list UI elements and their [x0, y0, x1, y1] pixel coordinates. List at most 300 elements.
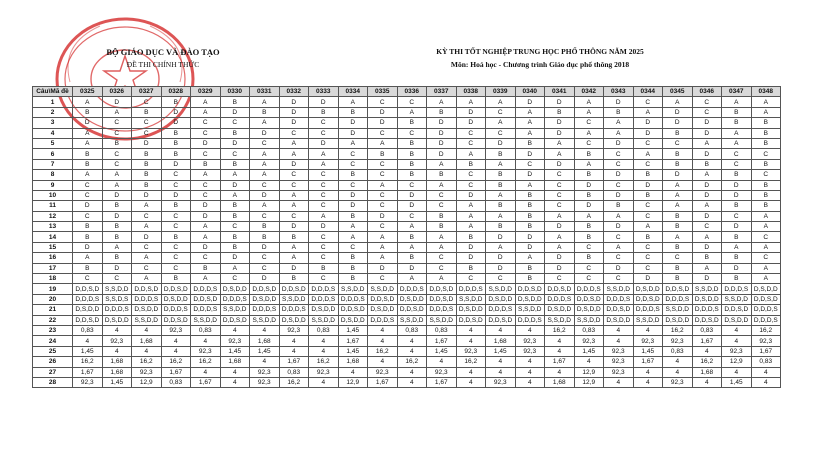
- answer-cell: 92,3: [604, 357, 634, 367]
- answer-cell: D,D,D,S: [191, 305, 221, 315]
- answer-cell: D,D,S,D: [545, 284, 575, 294]
- answer-cell: C: [397, 97, 427, 107]
- answer-cell: S,S,D,D: [574, 315, 604, 325]
- answer-cell: D: [633, 128, 663, 138]
- answer-cell: C: [161, 242, 191, 252]
- answer-cell: D: [397, 190, 427, 200]
- answer-cell: D: [427, 138, 457, 148]
- answer-cell: C: [161, 263, 191, 273]
- answer-cell: D: [250, 242, 280, 252]
- answer-cell: D: [73, 118, 103, 128]
- answer-cell: 4: [456, 336, 486, 346]
- table-row: [33, 201, 781, 211]
- answer-cell: D,S,D,D: [751, 284, 781, 294]
- answer-cell: A: [250, 170, 280, 180]
- answer-cell: D,D,S,D: [751, 294, 781, 304]
- answer-cell: 12,9: [338, 377, 368, 387]
- answer-cell: C: [191, 190, 221, 200]
- answer-cell: 92,3: [132, 367, 162, 377]
- answer-cell: D: [73, 242, 103, 252]
- answer-cell: A: [250, 159, 280, 169]
- answer-cell: C: [191, 118, 221, 128]
- answer-cell: 0,83: [191, 325, 221, 335]
- table-row: [33, 263, 781, 273]
- answer-cell: D,D,S,D: [456, 315, 486, 325]
- answer-cell: D,D,S,D: [132, 284, 162, 294]
- official-exam-label: ĐỀ THI CHÍNH THỨC: [126, 60, 200, 69]
- answer-cell: A: [486, 242, 516, 252]
- answer-key-table: [32, 86, 781, 388]
- table-row: [33, 274, 781, 284]
- answer-cell: 16,2: [692, 357, 722, 367]
- answer-cell: C: [456, 128, 486, 138]
- answer-cell: A: [132, 253, 162, 263]
- exam-code-header: 0332: [279, 87, 309, 97]
- answer-cell: B: [574, 149, 604, 159]
- answer-cell: C: [161, 253, 191, 263]
- answer-cell: B: [279, 232, 309, 242]
- answer-cell: D: [722, 180, 752, 190]
- answer-cell: D,S,D,D: [338, 315, 368, 325]
- answer-cell: D,D,D,S: [722, 284, 752, 294]
- answer-cell: 16,2: [309, 357, 339, 367]
- answer-cell: C: [309, 253, 339, 263]
- answer-cell: C: [73, 190, 103, 200]
- answer-cell: 1,67: [73, 367, 103, 377]
- table-row: [33, 107, 781, 117]
- answer-cell: B: [161, 97, 191, 107]
- answer-cell: A: [633, 222, 663, 232]
- answer-cell: B: [102, 232, 132, 242]
- answer-cell: C: [633, 211, 663, 221]
- answer-cell: D,D,D,S: [309, 284, 339, 294]
- answer-cell: B: [515, 222, 545, 232]
- answer-cell: D: [191, 138, 221, 148]
- answer-cell: B: [73, 232, 103, 242]
- answer-cell: 4: [279, 336, 309, 346]
- answer-cell: 12,9: [722, 357, 752, 367]
- answer-cell: C: [309, 170, 339, 180]
- answer-cell: B: [751, 190, 781, 200]
- answer-cell: A: [515, 180, 545, 190]
- answer-cell: D,S,D,D: [633, 284, 663, 294]
- answer-cell: B: [722, 274, 752, 284]
- answer-cell: B: [663, 149, 693, 159]
- answer-cell: C: [574, 138, 604, 148]
- answer-cell: A: [338, 232, 368, 242]
- answer-cell: D: [692, 274, 722, 284]
- answer-cell: C: [545, 180, 575, 190]
- table-row: [33, 149, 781, 159]
- answer-cell: 4: [486, 325, 516, 335]
- answer-cell: 4: [722, 367, 752, 377]
- answer-cell: B: [250, 222, 280, 232]
- answer-cell: B: [309, 263, 339, 273]
- question-number-cell: 3: [33, 118, 73, 128]
- answer-cell: D: [279, 222, 309, 232]
- answer-cell: D: [191, 201, 221, 211]
- answer-cell: C: [338, 149, 368, 159]
- answer-cell: A: [102, 180, 132, 190]
- answer-cell: D,S,D,D: [722, 315, 752, 325]
- answer-cell: C: [309, 274, 339, 284]
- answer-cell: 4: [456, 367, 486, 377]
- question-number-cell: 20: [33, 294, 73, 304]
- table-row: [33, 367, 781, 377]
- answer-cell: 4: [397, 336, 427, 346]
- answer-cell: B: [515, 263, 545, 273]
- answer-cell: B: [633, 170, 663, 180]
- answer-cell: B: [663, 242, 693, 252]
- answer-cell: B: [663, 263, 693, 273]
- answer-cell: A: [250, 149, 280, 159]
- answer-cell: 0,83: [73, 325, 103, 335]
- answer-cell: S,S,D,D: [456, 294, 486, 304]
- question-number-cell: 5: [33, 138, 73, 148]
- exam-code-header: 0342: [574, 87, 604, 97]
- answer-cell: 4: [545, 367, 575, 377]
- answer-cell: B: [132, 159, 162, 169]
- answer-cell: C: [161, 211, 191, 221]
- exam-code-header: 0336: [397, 87, 427, 97]
- answer-cell: C: [486, 107, 516, 117]
- answer-cell: D,D,D,S: [397, 284, 427, 294]
- answer-cell: C: [161, 180, 191, 190]
- answer-cell: D: [427, 128, 457, 138]
- answer-cell: D: [692, 242, 722, 252]
- answer-cell: D,S,D,D: [486, 294, 516, 304]
- answer-cell: S,S,D,D: [279, 294, 309, 304]
- answer-cell: C: [220, 118, 250, 128]
- answer-cell: 1,67: [279, 357, 309, 367]
- answer-cell: D: [633, 118, 663, 128]
- answer-cell: S,S,D,D: [515, 305, 545, 315]
- exam-code-header: 0339: [486, 87, 516, 97]
- answer-cell: C: [486, 274, 516, 284]
- answer-cell: 1,68: [338, 357, 368, 367]
- table-row: [33, 315, 781, 325]
- answer-cell: A: [368, 232, 398, 242]
- answer-cell: A: [545, 232, 575, 242]
- answer-cell: C: [633, 138, 663, 148]
- answer-cell: A: [486, 118, 516, 128]
- answer-cell: A: [73, 138, 103, 148]
- answer-cell: B: [397, 118, 427, 128]
- answer-cell: B: [663, 222, 693, 232]
- answer-cell: 92,3: [663, 336, 693, 346]
- answer-cell: A: [574, 159, 604, 169]
- answer-cell: D: [279, 159, 309, 169]
- answer-cell: 92,3: [161, 325, 191, 335]
- header-left: [78, 47, 248, 69]
- answer-cell: B: [397, 138, 427, 148]
- answer-cell: 92,3: [722, 346, 752, 356]
- answer-cell: D: [338, 201, 368, 211]
- answer-cell: A: [604, 211, 634, 221]
- answer-cell: D,D,D,S: [368, 315, 398, 325]
- answer-cell: D,D,S,D: [250, 284, 280, 294]
- answer-cell: D: [545, 118, 575, 128]
- answer-cell: 4: [456, 377, 486, 387]
- answer-cell: S,S,D,D: [545, 315, 575, 325]
- table-row: [33, 118, 781, 128]
- answer-cell: D: [220, 180, 250, 190]
- answer-cell: S,S,D,D: [102, 284, 132, 294]
- answer-cell: D: [604, 97, 634, 107]
- exam-title: KỲ THI TỐT NGHIỆP TRUNG HỌC PHỔ THÔNG NĂM 2025: [436, 47, 644, 56]
- answer-cell: D: [220, 138, 250, 148]
- answer-cell: S,S,D,D: [132, 315, 162, 325]
- answer-cell: D: [663, 107, 693, 117]
- answer-cell: B: [574, 222, 604, 232]
- answer-cell: C: [604, 180, 634, 190]
- answer-cell: D: [279, 97, 309, 107]
- answer-cell: D,D,D,S: [751, 315, 781, 325]
- answer-cell: A: [250, 201, 280, 211]
- answer-cell: B: [722, 201, 752, 211]
- answer-cell: B: [73, 107, 103, 117]
- answer-cell: 92,3: [279, 325, 309, 335]
- answer-cell: B: [663, 274, 693, 284]
- answer-cell: A: [250, 118, 280, 128]
- question-number-cell: 27: [33, 367, 73, 377]
- answer-cell: D,D,D,S: [751, 305, 781, 315]
- answer-cell: A: [73, 253, 103, 263]
- answer-cell: 4: [309, 377, 339, 387]
- answer-cell: 4: [368, 336, 398, 346]
- answer-cell: A: [397, 222, 427, 232]
- answer-cell: D,D,D,S: [663, 294, 693, 304]
- answer-cell: 4: [663, 367, 693, 377]
- answer-cell: B: [751, 118, 781, 128]
- answer-cell: A: [722, 138, 752, 148]
- answer-cell: C: [397, 180, 427, 190]
- answer-cell: C: [604, 274, 634, 284]
- answer-cell: C: [250, 138, 280, 148]
- answer-cell: C: [751, 149, 781, 159]
- answer-cell: D: [132, 190, 162, 200]
- answer-cell: B: [633, 232, 663, 242]
- table-body: [33, 97, 781, 388]
- question-number-cell: 18: [33, 274, 73, 284]
- answer-cell: A: [456, 149, 486, 159]
- answer-cell: 1,45: [250, 346, 280, 356]
- answer-cell: A: [427, 97, 457, 107]
- answer-cell: A: [73, 170, 103, 180]
- answer-cell: A: [545, 138, 575, 148]
- answer-cell: D: [545, 128, 575, 138]
- answer-cell: A: [663, 232, 693, 242]
- answer-cell: D,S,D,D: [73, 305, 103, 315]
- answer-cell: C: [368, 190, 398, 200]
- question-number-cell: 4: [33, 128, 73, 138]
- answer-cell: B: [220, 201, 250, 211]
- answer-cell: D: [161, 107, 191, 117]
- answer-cell: C: [633, 201, 663, 211]
- answer-cell: D,D,D,S: [220, 294, 250, 304]
- answer-cell: A: [515, 107, 545, 117]
- answer-cell: 1,45: [338, 346, 368, 356]
- answer-cell: 1,45: [633, 346, 663, 356]
- answer-cell: 1,45: [338, 325, 368, 335]
- answer-cell: A: [427, 242, 457, 252]
- table-row: [33, 305, 781, 315]
- answer-cell: D: [692, 190, 722, 200]
- answer-cell: A: [191, 97, 221, 107]
- answer-cell: 1,67: [545, 357, 575, 367]
- answer-cell: C: [132, 263, 162, 273]
- answer-cell: A: [191, 222, 221, 232]
- answer-cell: A: [456, 97, 486, 107]
- answer-cell: A: [338, 97, 368, 107]
- answer-cell: A: [427, 180, 457, 190]
- answer-cell: C: [751, 253, 781, 263]
- answer-cell: D: [161, 159, 191, 169]
- answer-cell: B: [751, 138, 781, 148]
- answer-cell: D,D,S,D: [161, 284, 191, 294]
- answer-cell: 4: [250, 357, 280, 367]
- question-number-cell: 17: [33, 263, 73, 273]
- answer-cell: B: [722, 170, 752, 180]
- answer-cell: C: [574, 118, 604, 128]
- exam-code-header: 0335: [368, 87, 398, 97]
- answer-cell: A: [397, 274, 427, 284]
- answer-cell: 16,2: [397, 357, 427, 367]
- answer-cell: 4: [220, 377, 250, 387]
- answer-cell: D,D,S,D: [604, 305, 634, 315]
- answer-cell: A: [191, 107, 221, 117]
- answer-cell: A: [486, 159, 516, 169]
- answer-cell: 4: [751, 377, 781, 387]
- answer-cell: A: [722, 128, 752, 138]
- answer-cell: 1,68: [250, 336, 280, 346]
- answer-cell: D,D,S,D: [427, 284, 457, 294]
- answer-cell: B: [663, 159, 693, 169]
- answer-cell: C: [309, 118, 339, 128]
- answer-cell: B: [486, 180, 516, 190]
- exam-code-header: 0340: [515, 87, 545, 97]
- answer-cell: D: [102, 97, 132, 107]
- answer-cell: B: [751, 201, 781, 211]
- answer-cell: D,D,D,S: [486, 305, 516, 315]
- table-row: [33, 211, 781, 221]
- answer-cell: 4: [604, 377, 634, 387]
- answer-cell: 4: [250, 325, 280, 335]
- answer-cell: A: [368, 253, 398, 263]
- answer-cell: C: [751, 170, 781, 180]
- answer-cell: B: [250, 107, 280, 117]
- answer-cell: 0,83: [397, 325, 427, 335]
- answer-cell: A: [692, 201, 722, 211]
- table-row: [33, 222, 781, 232]
- answer-cell: B: [220, 211, 250, 221]
- answer-cell: A: [456, 222, 486, 232]
- answer-cell: B: [220, 128, 250, 138]
- answer-cell: D,D,S,D: [161, 315, 191, 325]
- answer-cell: B: [132, 170, 162, 180]
- answer-cell: C: [250, 180, 280, 190]
- answer-cell: A: [663, 201, 693, 211]
- answer-cell: 92,3: [604, 346, 634, 356]
- answer-cell: C: [132, 242, 162, 252]
- answer-cell: D: [250, 128, 280, 138]
- answer-cell: A: [751, 97, 781, 107]
- answer-cell: B: [486, 170, 516, 180]
- answer-cell: B: [73, 149, 103, 159]
- answer-cell: A: [663, 97, 693, 107]
- answer-cell: A: [191, 170, 221, 180]
- answer-cell: A: [309, 159, 339, 169]
- answer-cell: A: [545, 149, 575, 159]
- answer-cell: 4: [456, 325, 486, 335]
- answer-cell: B: [397, 159, 427, 169]
- answer-cell: D,S,D,D: [368, 305, 398, 315]
- answer-cell: B: [722, 253, 752, 263]
- exam-code-header: 0325: [73, 87, 103, 97]
- answer-cell: D: [338, 128, 368, 138]
- table-row: [33, 180, 781, 190]
- answer-cell: 4: [751, 367, 781, 377]
- answer-cell: D: [692, 211, 722, 221]
- answer-cell: D: [722, 190, 752, 200]
- answer-cell: C: [102, 159, 132, 169]
- answer-cell: B: [309, 107, 339, 117]
- answer-cell: 92,3: [515, 336, 545, 346]
- table-row: [33, 138, 781, 148]
- answer-cell: C: [427, 190, 457, 200]
- answer-cell: 1,67: [161, 367, 191, 377]
- answer-cell: A: [751, 263, 781, 273]
- answer-cell: 4: [545, 346, 575, 356]
- answer-cell: D,D,S,D: [191, 294, 221, 304]
- answer-cell: D: [633, 274, 663, 284]
- answer-cell: 16,2: [161, 357, 191, 367]
- answer-cell: C: [309, 180, 339, 190]
- exam-code-header: 0341: [545, 87, 575, 97]
- answer-cell: C: [692, 97, 722, 107]
- answer-cell: C: [456, 274, 486, 284]
- answer-cell: 92,3: [633, 336, 663, 346]
- answer-cell: 92,3: [220, 336, 250, 346]
- answer-cell: A: [220, 170, 250, 180]
- answer-cell: 0,83: [751, 357, 781, 367]
- answer-cell: B: [73, 222, 103, 232]
- answer-cell: 92,3: [427, 367, 457, 377]
- answer-cell: D,D,S,D: [73, 284, 103, 294]
- answer-cell: 92,3: [250, 367, 280, 377]
- answer-cell: C: [692, 222, 722, 232]
- answer-cell: B: [515, 190, 545, 200]
- answer-cell: S,S,D,D: [486, 284, 516, 294]
- table-row: [33, 253, 781, 263]
- answer-cell: D: [663, 118, 693, 128]
- answer-cell: D,D,S,D: [663, 284, 693, 294]
- answer-cell: 92,3: [250, 377, 280, 387]
- answer-cell: D: [456, 190, 486, 200]
- answer-cell: 4: [132, 346, 162, 356]
- answer-cell: 4: [486, 357, 516, 367]
- exam-code-header: 0337: [427, 87, 457, 97]
- answer-cell: D,S,D,D: [309, 305, 339, 315]
- answer-cell: 92,3: [751, 336, 781, 346]
- question-number-cell: 2: [33, 107, 73, 117]
- answer-cell: D,S,D,D: [692, 294, 722, 304]
- answer-cell: D: [338, 190, 368, 200]
- answer-cell: C: [633, 253, 663, 263]
- answer-cell: D: [515, 149, 545, 159]
- question-number-cell: 26: [33, 357, 73, 367]
- exam-subject: Môn: Hoá học - Chương trình Giáo dục phổ thông 2018: [450, 60, 630, 69]
